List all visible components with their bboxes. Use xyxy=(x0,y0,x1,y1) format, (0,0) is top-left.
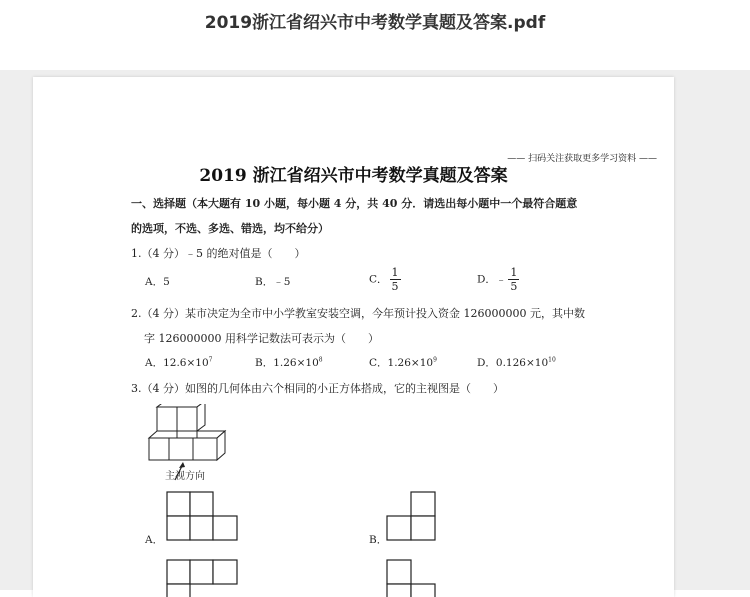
q1-option-d-prefix: D．﹣ xyxy=(477,273,507,286)
fraction-denominator: 5 xyxy=(391,280,399,293)
q2-option-a-text: A．12.6×10 xyxy=(145,357,209,369)
q3-option-b-figure xyxy=(386,491,438,543)
q1-option-d xyxy=(477,266,519,293)
fraction-numerator: 1 xyxy=(510,266,518,279)
q2-option-c xyxy=(369,355,437,370)
q1-option-c-fraction xyxy=(390,266,401,293)
pdf-page xyxy=(33,77,674,597)
q2-option-c-exponent: 9 xyxy=(433,356,437,364)
q1-option-a: A．5 xyxy=(145,276,170,288)
question-2-stem-line2: 字 126000000 用科学记数法可表示为（ ） xyxy=(144,332,379,345)
q1-option-d-fraction xyxy=(508,266,519,293)
q2-option-d-exponent: 10 xyxy=(548,356,556,364)
q2-option-c-text: C．1.26×10 xyxy=(369,357,434,369)
side-note: —— 扫码关注获取更多学习资料 —— xyxy=(507,154,657,164)
view-direction-label: 主视方向 xyxy=(165,471,205,482)
section-heading-line1: 一、选择题（本大题有 10 小题，每小题 4 分，共 40 分．请选出每小题中一个最符合题意 xyxy=(131,197,578,210)
q1-option-b: B．﹣5 xyxy=(255,276,291,288)
file-title: 2019浙江省绍兴市中考数学真题及答案.pdf xyxy=(204,13,546,33)
q3-option-d-figure xyxy=(386,559,438,597)
q3-option-c-figure xyxy=(166,559,241,597)
q1-option-c-prefix: C． xyxy=(369,273,388,286)
q3-option-a-label: A． xyxy=(145,534,164,546)
section-heading-line2: 的选项，不选、多选、错选，均不给分） xyxy=(131,222,329,235)
q2-option-a-exponent: 7 xyxy=(208,356,213,364)
q2-option-b xyxy=(255,355,323,370)
fraction-numerator: 1 xyxy=(391,266,399,279)
q2-option-a xyxy=(145,355,212,370)
question-2-stem-line1: 2.（4 分）某市决定为全市中小学教室安装空调，今年预计投入资金 126000000 元，其中数 xyxy=(131,307,585,320)
q1-option-c xyxy=(369,266,401,293)
q2-option-b-text: B．1.26×10 xyxy=(255,357,319,369)
fraction-denominator: 5 xyxy=(510,280,518,293)
q2-option-d xyxy=(477,355,556,370)
document-title: 2019 浙江省绍兴市中考数学真题及答案 xyxy=(199,166,508,186)
q3-option-b-label: B． xyxy=(369,534,388,546)
q3-option-a-figure xyxy=(166,491,241,543)
viewer-header xyxy=(0,0,750,70)
q2-option-d-text: D．0.126×10 xyxy=(477,357,549,369)
question-1-stem: 1.（4 分）﹣5 的绝对值是（ ） xyxy=(131,247,306,260)
q2-option-b-exponent: 8 xyxy=(318,356,323,364)
question-3-stem: 3.（4 分）如图的几何体由六个相同的小正方体搭成，它的主视图是（ ） xyxy=(131,382,504,395)
